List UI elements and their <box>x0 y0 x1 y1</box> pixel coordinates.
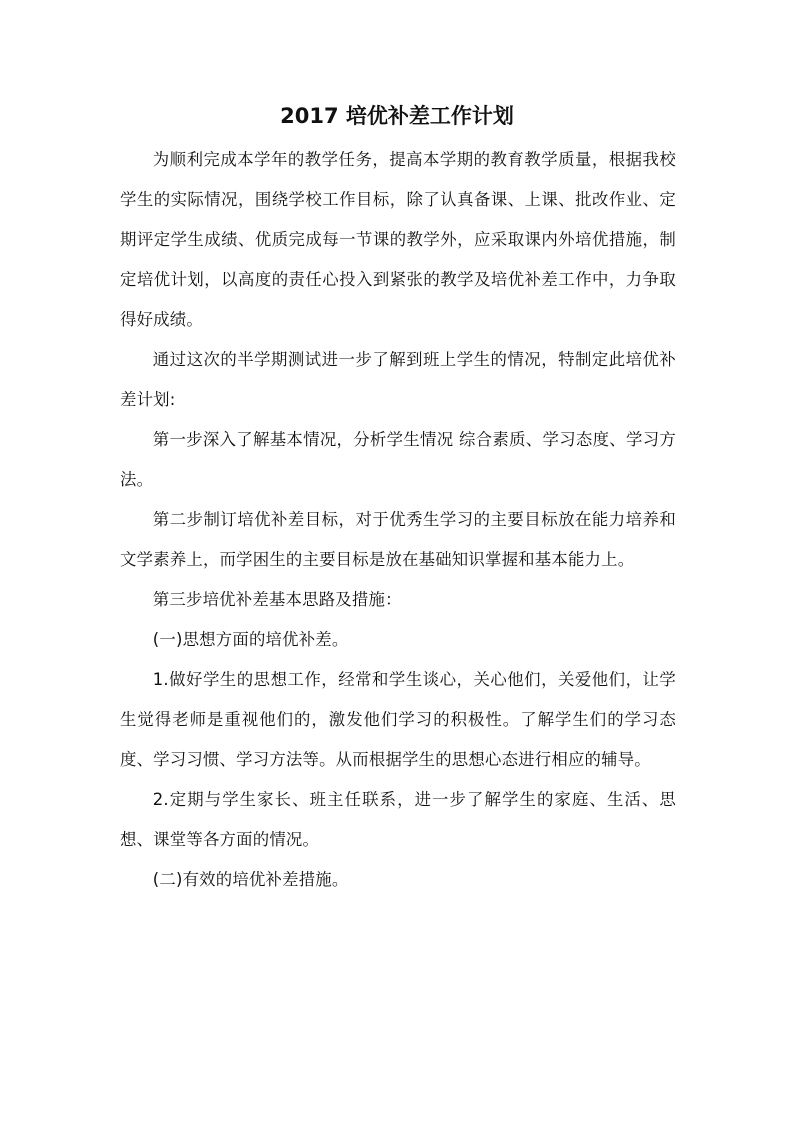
paragraph-intro: 为顺利完成本学年的教学任务，提高本学期的教育教学质量，根据我校学生的实际情况，围绕学校工作目标，除了认真备课、上课、批改作业、定期评定学生成绩、优质完成每一节课的教学外，应采取课内外培优措施，制定培优计划，以高度的责任心投入到紧张的教学及培优补差工作中，力争取得好成绩。 <box>120 150 676 329</box>
paragraph-step-3: 第三步培优补差基本思路及措施： <box>152 590 402 609</box>
paragraph-item-2: 2.定期与学生家长、班主任联系，进一步了解学生的家庭、生活、思想、课堂等各方面的情况。 <box>120 790 676 849</box>
document-body <box>120 140 676 900</box>
section-heading-1: (一)思想方面的培优补差。 <box>152 630 349 649</box>
paragraph-purpose: 通过这次的半学期测试进一步了解到班上学生的情况，特制定此培优补差计划: <box>120 350 676 409</box>
document-title: 2017 培优补差工作计划 <box>280 104 514 128</box>
paragraph-step-2: 第二步制订培优补差目标，对于优秀生学习的主要目标放在能力培养和文学素养上，而学困生的主要目标是放在基础知识掌握和基本能力上。 <box>120 510 676 569</box>
paragraph-step-1: 第一步深入了解基本情况，分析学生情况 综合素质、学习态度、学习方法。 <box>120 430 676 489</box>
paragraph-item-1: 1.做好学生的思想工作，经常和学生谈心，关心他们，关爱他们，让学生觉得老师是重视他们的，激发他们学习的积极性。了解学生们的学习态度、学习习惯、学习方法等。从而根据学生的思想心态进行相应的辅导。 <box>120 670 676 769</box>
section-heading-2: (二)有效的培优补差措施。 <box>152 870 349 889</box>
